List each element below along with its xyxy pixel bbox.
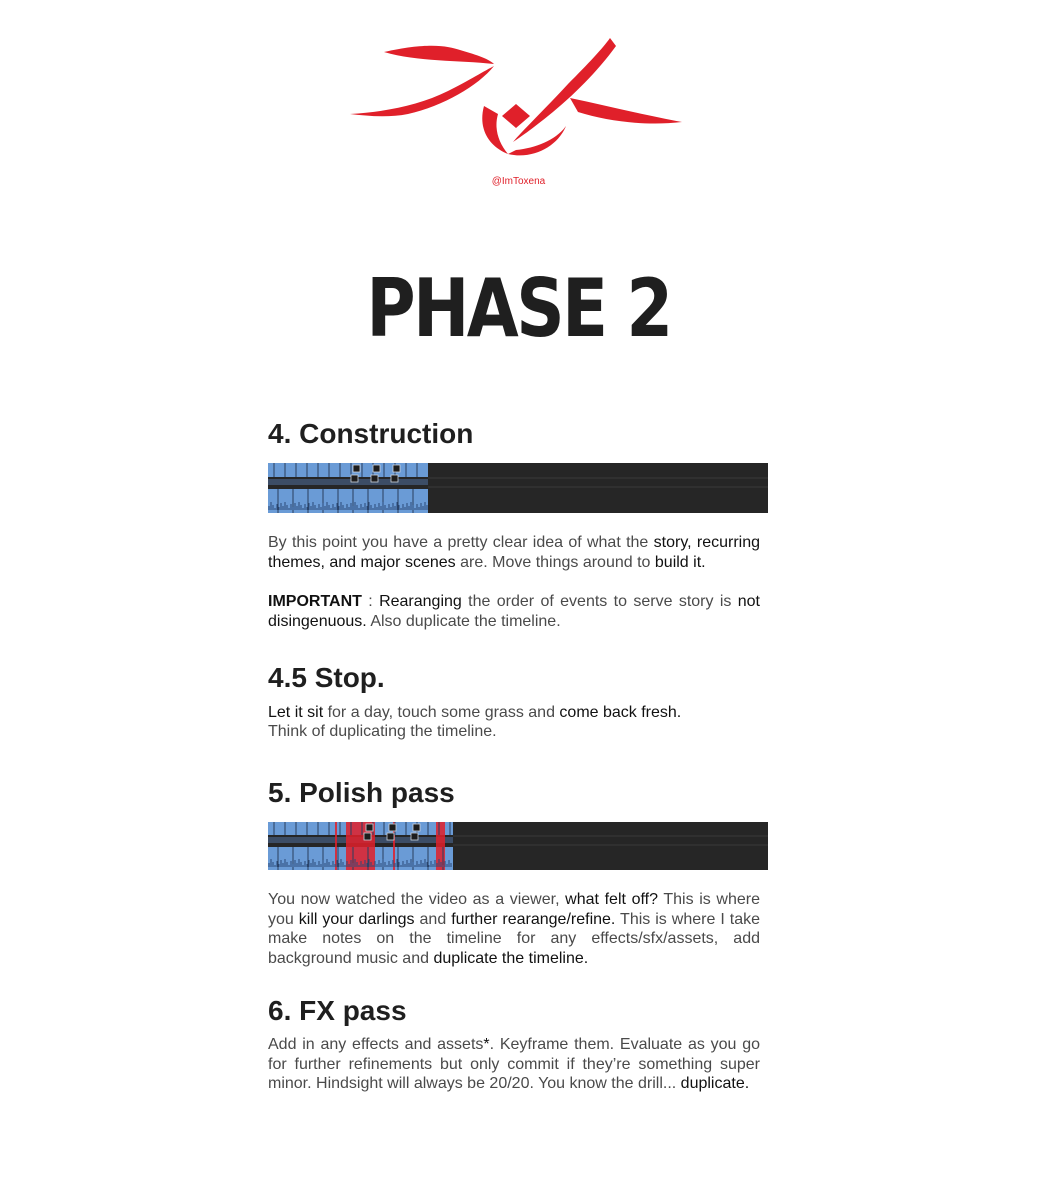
text-run: what felt off? — [565, 891, 658, 908]
section-paragraph — [268, 1035, 760, 1094]
text-run: By this point you have a pretty clear idea of what the — [268, 534, 654, 551]
text-run: Rearanging — [379, 593, 462, 610]
clip-thumbnail-icon — [389, 824, 396, 831]
construction-timeline — [268, 463, 768, 513]
clip-thumbnail-icon — [371, 475, 378, 482]
text-run: You now watched the video as a viewer, — [268, 891, 566, 908]
text-run: the order of events to serve story is — [461, 593, 738, 610]
timeline-graphic — [268, 822, 768, 870]
text-run: duplicate the timeline. — [433, 949, 589, 967]
clip-thumbnail-icon — [351, 475, 358, 482]
clip-thumbnail-icon — [373, 465, 380, 472]
section-heading-polish: 5. Polish pass — [268, 777, 455, 808]
text-run: not disingenuous. — [268, 593, 760, 630]
clip-thumbnail-icon — [364, 833, 371, 840]
section-heading-fx: 6. FX pass — [268, 995, 407, 1026]
text-run: kill your darlings — [298, 910, 415, 928]
marker-track — [268, 479, 428, 485]
text-run: . Keyframe them. Evaluate as you go for further refinements but only commit if they’re something super minor. Hindsight will always be 20/20. You know the drill... — [268, 1036, 761, 1092]
text-run: This is where you — [268, 891, 760, 928]
section-heading-construction: 4. Construction — [268, 418, 474, 449]
section-paragraph — [268, 533, 760, 572]
text-run: come back fresh. — [559, 704, 682, 721]
text-run: for a day, touch some grass and — [323, 704, 560, 721]
text-run: build it. — [654, 553, 706, 571]
clip-thumbnail-icon — [413, 824, 420, 831]
text-run: story, recurring themes, and major scenes — [268, 534, 761, 571]
clip-thumbnail-icon — [393, 465, 400, 472]
author-handle[interactable]: @ImToxena — [491, 176, 546, 187]
text-run: IMPORTANT — [268, 593, 362, 610]
section-heading-stop: 4.5 Stop. — [268, 662, 385, 693]
polish-timeline — [268, 822, 768, 870]
text-run: Let it sit — [268, 704, 324, 721]
clip-thumbnail-icon — [387, 833, 394, 840]
text-run: and — [414, 910, 452, 928]
text-run: Also duplicate the timeline. — [366, 612, 561, 630]
text-run: Add in any effects and assets* — [268, 1036, 490, 1053]
text-run: : — [361, 593, 380, 610]
page-title: PHASE 2 — [366, 262, 671, 355]
text-run: are. Move things around to — [455, 553, 655, 571]
section-paragraph — [268, 722, 760, 742]
video-track — [268, 463, 428, 477]
text-run: Think of duplicating the timeline. — [268, 723, 497, 740]
clip-thumbnail-icon — [411, 833, 418, 840]
highlighted-clip — [436, 822, 438, 870]
text-run: further rearange/refine. — [451, 910, 616, 928]
section-paragraph — [268, 890, 760, 968]
text-run: This is where I take make notes on the timeline for any effects/sfx/assets, add background music and — [268, 910, 760, 967]
text-run: duplicate. — [680, 1075, 750, 1092]
clip-thumbnail-icon — [391, 475, 398, 482]
section-paragraph — [268, 703, 760, 723]
toxena-logo-icon — [348, 36, 684, 160]
clip-thumbnail-icon — [353, 465, 360, 472]
audio-track — [268, 489, 428, 513]
timeline-graphic — [268, 463, 768, 513]
section-paragraph — [268, 592, 760, 631]
clip-thumbnail-icon — [366, 824, 373, 831]
